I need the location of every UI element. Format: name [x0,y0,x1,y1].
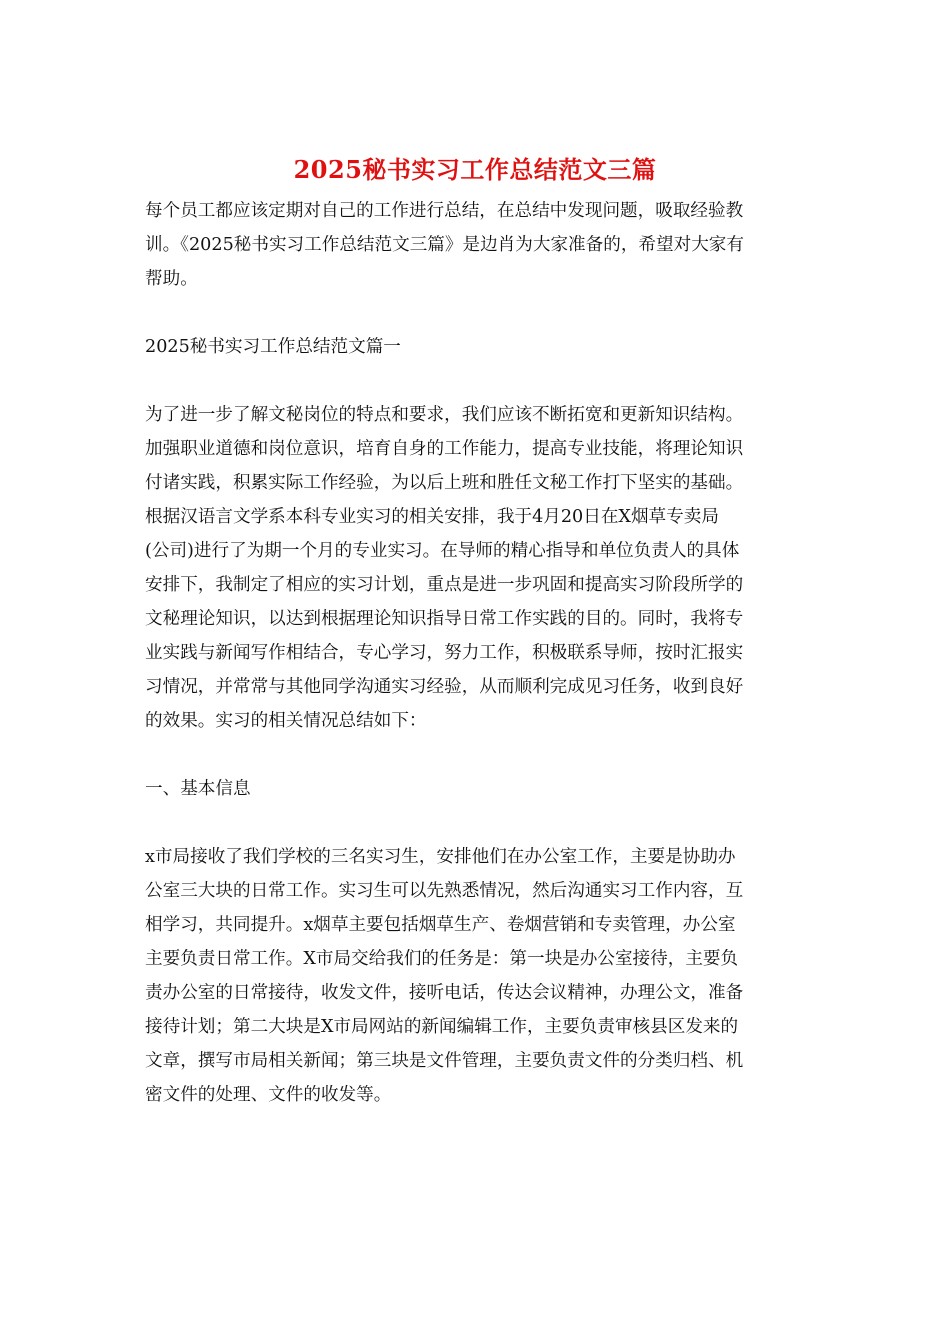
section1-paragraph [145,398,811,738]
text-line: (公司)进行了为期一个月的专业实习。在导师的精心指导和单位负责人的具体 [145,541,740,561]
text-line: 文秘理论知识，以达到根据理论知识指导日常工作实践的目的。同时，我将专 [145,609,744,629]
text-line: 为了进一步了解文秘岗位的特点和要求，我们应该不断拓宽和更新知识结构。 [145,405,744,425]
document-body [145,194,811,1112]
section1-heading: 2025秘书实习工作总结范文篇一 [145,337,401,357]
text-line: 训。《2025秘书实习工作总结范文三篇》是边肖为大家准备的，希望对大家有 [145,235,744,255]
intro-paragraph [145,194,811,296]
text-line: 加强职业道德和岗位意识，培育自身的工作能力，提高专业技能，将理论知识 [145,439,744,459]
text-line: 的效果。实习的相关情况总结如下： [145,711,427,731]
paragraph-gap [145,364,811,398]
paragraph-gap [145,296,811,330]
text-line: 业实践与新闻写作相结合，专心学习，努力工作，积极联系导师，按时汇报实 [145,643,744,663]
text-line: 帮助。 [145,269,198,289]
text-line: 习情况，并常常与其他同学沟通实习经验，从而顺利完成见习任务，收到良好 [145,677,744,697]
paragraph-gap [145,806,811,840]
paragraph-gap [145,738,811,772]
text-line: 密文件的处理、文件的收发等。 [145,1085,392,1105]
subsection1-paragraph [145,840,811,1112]
text-line: 公室三大块的日常工作。实习生可以先熟悉情况，然后沟通实习工作内容，互 [145,881,744,901]
document-title: 2025秘书实习工作总结范文三篇 [293,155,657,184]
text-line: 相学习，共同提升。x烟草主要包括烟草生产、卷烟营销和专卖管理，办公室 [145,915,736,935]
text-line: 每个员工都应该定期对自己的工作进行总结，在总结中发现问题，吸取经验教 [145,201,744,221]
subsection1-heading: 一、基本信息 [145,779,251,799]
subsection-heading [145,772,811,806]
text-line: 主要负责日常工作。X市局交给我们的任务是：第一块是办公室接待，主要负 [145,949,739,969]
text-line: x市局接收了我们学校的三名实习生，安排他们在办公室工作，主要是协助办 [145,847,736,867]
section-heading [145,330,811,364]
text-line: 安排下，我制定了相应的实习计划，重点是进一步巩固和提高实习阶段所学的 [145,575,744,595]
text-line: 责办公室的日常接待，收发文件，接听电话，传达会议精神，办理公文，准备 [145,983,744,1003]
text-line: 文章，撰写市局相关新闻；第三块是文件管理，主要负责文件的分类归档、机 [145,1051,744,1071]
text-line: 接待计划；第二大块是X市局网站的新闻编辑工作，主要负责审核县区发来的 [145,1017,739,1037]
text-line: 付诸实践，积累实际工作经验，为以后上班和胜任文秘工作打下坚实的基础。 [145,473,744,493]
text-line: 根据汉语言文学系本科专业实习的相关安排，我于4月20日在X烟草专卖局 [145,507,719,527]
